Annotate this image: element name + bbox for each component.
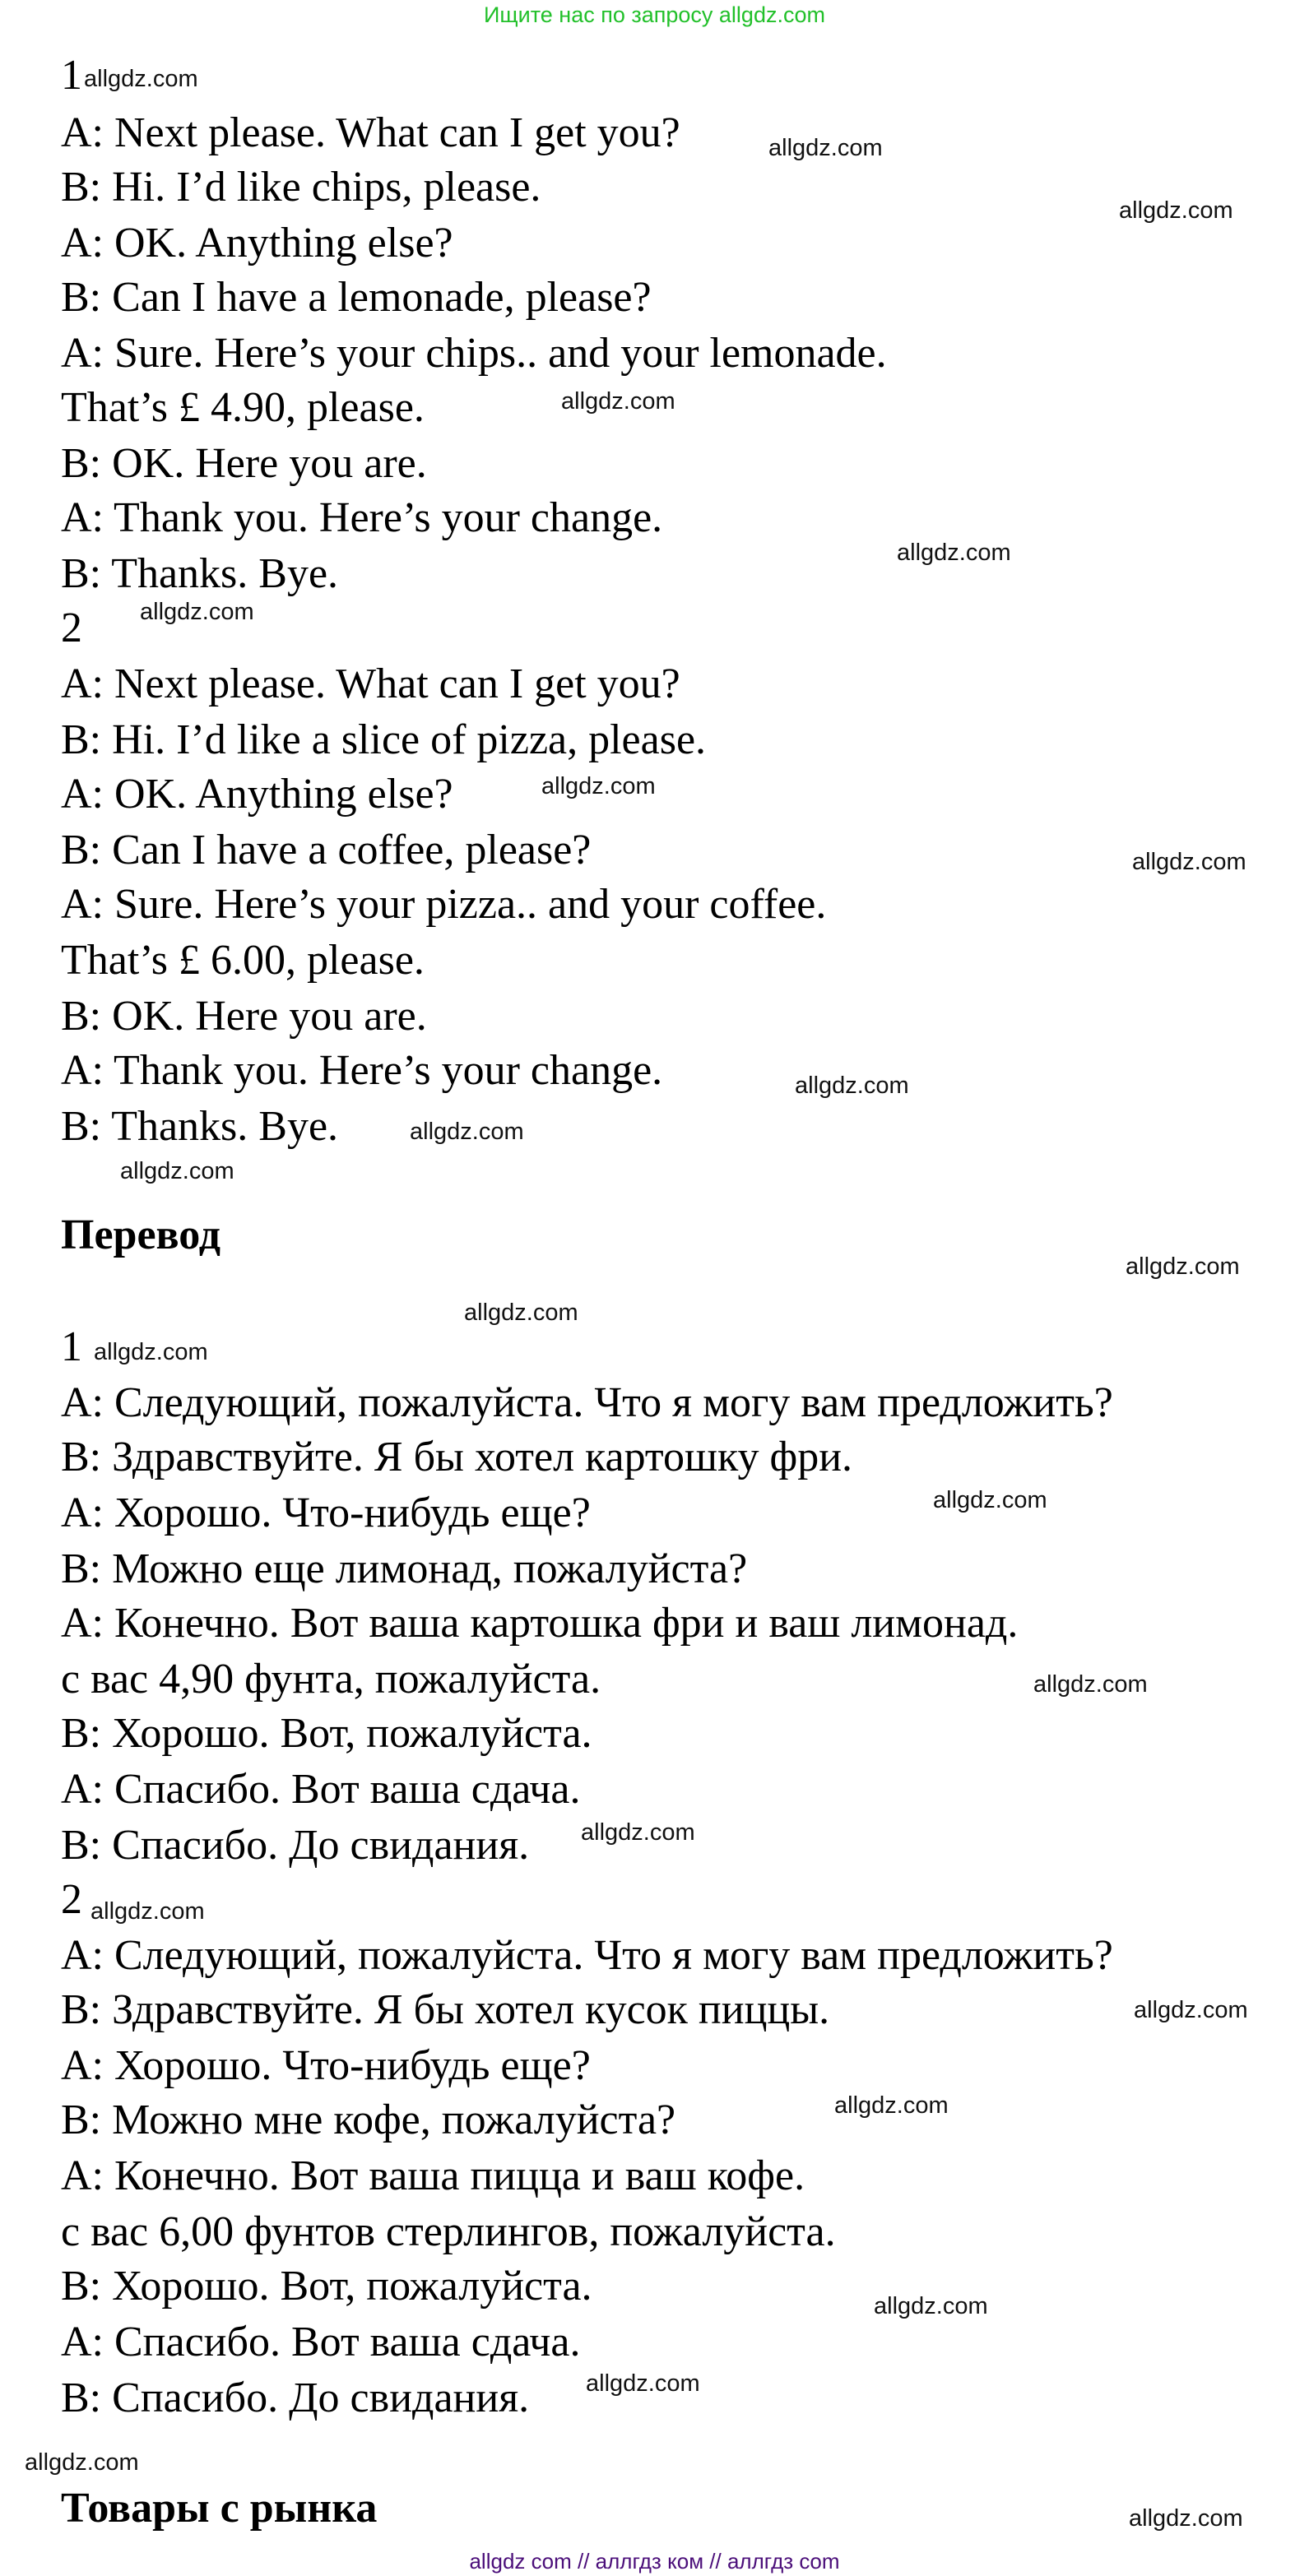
dialogue-line: A: Sure. Here’s your pizza.. and your coffee. [61,881,827,928]
watermark: allgdz.com [897,540,1011,566]
dialogue-line: B: Хорошо. Вот, пожалуйста. [61,2263,592,2310]
dialogue-line: A: Хорошо. Что-нибудь еще? [61,1490,591,1536]
dialogue-line: B: Здравствуйте. Я бы хотел кусок пиццы. [61,1986,830,2033]
dialogue-line: A: OK. Anything else? [61,771,453,818]
watermark: allgdz.com [561,388,675,415]
section-heading: Товары с рынка [61,2485,378,2532]
dialogue-line: B: Спасибо. До свидания. [61,2374,530,2421]
dialogue-line: B: OK. Here you are. [61,993,427,1040]
dialogue-line: A: Thank you. Here’s your change. [61,1047,663,1094]
section-heading: Перевод [61,1212,221,1258]
dialogue-number: 1 [61,52,82,99]
dialogue-line: с вас 6,00 фунтов стерлингов, пожалуйста. [61,2208,836,2255]
dialogue-line: A: Thank you. Here’s your change. [61,494,663,541]
dialogue-line: A: Следующий, пожалуйста. Что я могу вам предложить? [61,1379,1113,1426]
dialogue-line: B: OK. Here you are. [61,440,427,487]
watermark: allgdz.com [1129,2505,1243,2532]
watermark: allgdz.com [768,135,883,161]
dialogue-line: B: Hi. I’d like chips, please. [61,164,541,211]
watermark: allgdz.com [91,1898,205,1925]
dialogue-line: B: Спасибо. До свидания. [61,1822,530,1869]
dialogue-number: 1 [61,1323,82,1370]
dialogue-line: A: Спасибо. Вот ваша сдача. [61,1766,581,1813]
dialogue-line: B: Hi. I’d like a slice of pizza, please. [61,716,707,763]
dialogue-number: 2 [61,605,82,651]
dialogue-line: A: Хорошо. Что-нибудь еще? [61,2042,591,2089]
watermark: allgdz.com [795,1073,909,1099]
dialogue-line: с вас 4,90 фунта, пожалуйста. [61,1656,601,1703]
dialogue-line: A: Спасибо. Вот ваша сдача. [61,2319,581,2365]
dialogue-line: B: Can I have a coffee, please? [61,827,592,873]
dialogue-number: 2 [61,1876,82,1923]
watermark: allgdz.com [541,773,656,799]
dialogue-line: A: Sure. Here’s your chips.. and your lemonade. [61,330,887,377]
dialogue-line: B: Can I have a lemonade, please? [61,274,652,321]
watermark: allgdz.com [834,2092,949,2119]
dialogue-line: A: Конечно. Вот ваша картошка фри и ваш лимонад. [61,1600,1019,1647]
search-banner[interactable]: Ищите нас по запросу allgdz.com [484,2,825,27]
dialogue-line: A: Next please. What can I get you? [61,660,680,707]
watermark: allgdz.com [581,1819,695,1846]
dialogue-line: B: Здравствуйте. Я бы хотел картошку фри. [61,1434,853,1480]
watermark: allgdz.com [933,1487,1047,1513]
watermark: allgdz.com [464,1300,578,1326]
dialogue-line: A: Конечно. Вот ваша пицца и ваш кофе. [61,2152,805,2199]
dialogue-line: B: Хорошо. Вот, пожалуйста. [61,1710,592,1757]
watermark: allgdz.com [586,2370,700,2397]
footer-links[interactable]: allgdz com // аллгдз ком // аллгдз com [469,2549,840,2574]
dialogue-line: B: Thanks. Bye. [61,550,339,597]
dialogue-line: A: Следующий, пожалуйста. Что я могу вам предложить? [61,1932,1113,1979]
watermark: allgdz.com [1126,1253,1240,1280]
watermark: allgdz.com [25,2449,139,2476]
watermark: allgdz.com [1033,1671,1148,1698]
watermark: allgdz.com [140,599,254,625]
watermark: allgdz.com [1134,1997,1248,2023]
dialogue-line: That’s £ 6.00, please. [61,937,425,984]
watermark: allgdz.com [84,66,198,92]
dialogue-line: B: Можно мне кофе, пожалуйста? [61,2096,676,2143]
dialogue-line: A: Next please. What can I get you? [61,109,680,156]
watermark: allgdz.com [410,1119,524,1145]
watermark: allgdz.com [94,1339,208,1365]
dialogue-line: That’s £ 4.90, please. [61,384,425,431]
dialogue-line: A: OK. Anything else? [61,220,453,266]
watermark: allgdz.com [120,1158,234,1184]
watermark: allgdz.com [874,2293,988,2319]
watermark: allgdz.com [1132,849,1246,875]
dialogue-line: B: Thanks. Bye. [61,1103,339,1150]
watermark: allgdz.com [1119,197,1233,224]
dialogue-line: B: Можно еще лимонад, пожалуйста? [61,1545,748,1592]
